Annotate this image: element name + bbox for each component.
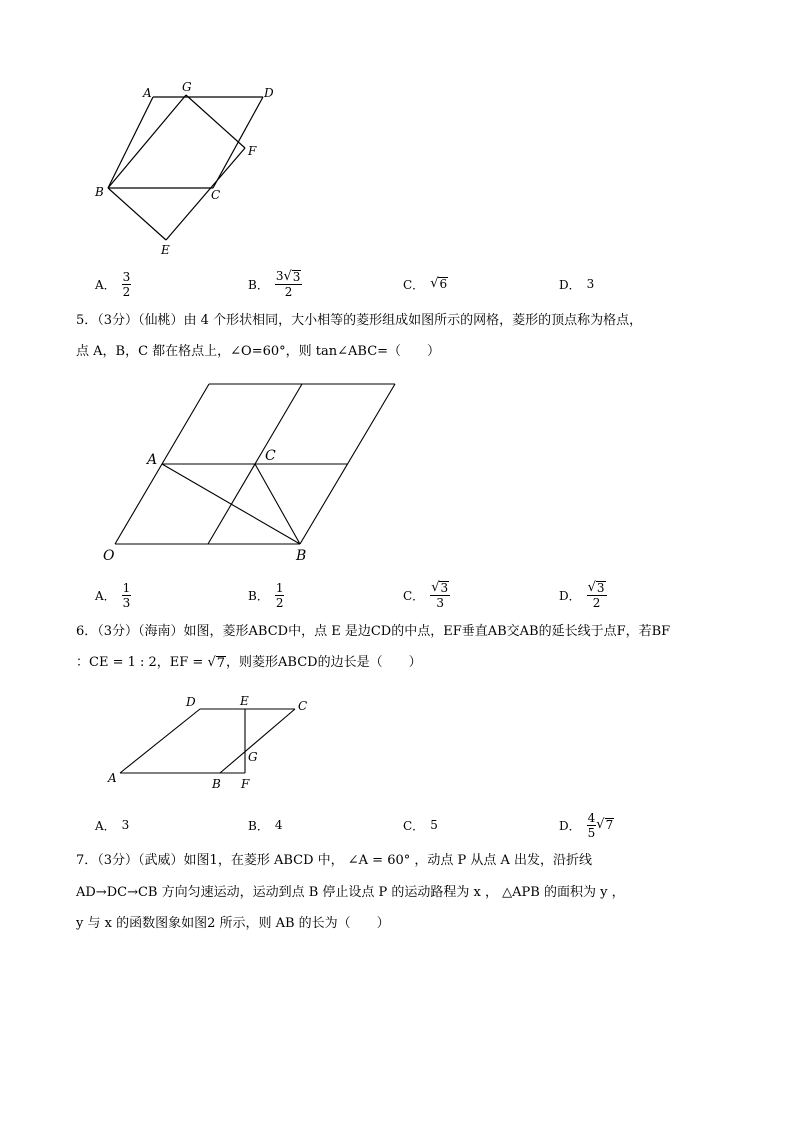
segment-GF [186, 95, 245, 148]
option-label: B． [248, 588, 269, 603]
label-A: A [143, 86, 152, 100]
option-label: C． [403, 277, 425, 292]
q4-option-b[interactable] [248, 267, 302, 301]
q4-option-d[interactable] [559, 267, 594, 301]
numerator: 4 [587, 810, 596, 825]
option-value: 3 [586, 277, 595, 291]
q6-line-2-prefix: ：CE = 1 : 2，EF = [76, 655, 208, 670]
denominator: 3 [436, 596, 444, 610]
label-O: O [103, 548, 115, 564]
radical [588, 581, 606, 595]
numerator [275, 269, 303, 285]
label-E: E [240, 694, 249, 708]
option-value: 5 [430, 818, 438, 832]
q7-line-1: 7．（3分）（武威）如图1，在菱形 ABCD 中， ∠A = 60° ，动点 P 从点 A 出发，沿折线 [76, 853, 593, 868]
q5-line-2: 点 A，B，C 都在格点上，∠O=60°，则 tan∠ABC=（ ） [76, 344, 441, 359]
q6-line-2-suffix: ，则菱形ABCD的边长是（ ） [226, 655, 422, 670]
fraction [122, 581, 132, 610]
fraction [275, 581, 285, 610]
denominator: 2 [275, 595, 284, 610]
q6-figure [100, 690, 320, 795]
option-value: 3 [121, 818, 130, 832]
radical [283, 270, 301, 284]
numerator: 1 [275, 580, 284, 595]
q5-option-a[interactable] [95, 578, 131, 612]
numerator [587, 580, 607, 596]
radical-sign-icon: √ [207, 655, 216, 670]
segment-FE [166, 148, 245, 240]
label-C: C [265, 448, 276, 464]
radical [430, 277, 448, 291]
q4-option-c[interactable] [403, 267, 448, 301]
radicand: 3 [440, 581, 449, 595]
segment-BE [108, 188, 166, 240]
numerator: 3 [122, 269, 131, 284]
radicand: 7 [216, 656, 226, 671]
label-A: A [108, 771, 117, 785]
option-label: C． [403, 588, 425, 603]
q6-line-2 [76, 654, 422, 672]
denominator: 2 [122, 284, 131, 299]
radical [596, 818, 614, 832]
radicand: 6 [439, 277, 448, 291]
label-G: G [248, 750, 258, 764]
numerator [430, 580, 450, 596]
fraction [275, 269, 303, 299]
q7-line-2: AD→DC→CB 方向匀速运动，运动到点 B 停止设点 P 的运动路程为 x ， △APB 的面积为 y ， [76, 885, 625, 900]
label-E: E [161, 243, 170, 257]
label-F: F [248, 144, 257, 158]
q5-figure [95, 378, 415, 568]
q6-option-b[interactable] [248, 808, 282, 842]
radical-sign-icon: √ [283, 269, 292, 284]
label-B: B [296, 548, 307, 564]
denominator: 2 [284, 285, 293, 299]
q6-option-c[interactable] [403, 808, 438, 842]
fraction [587, 580, 607, 610]
radical [431, 581, 449, 595]
numerator: 1 [122, 580, 131, 595]
option-label: A． [95, 818, 116, 833]
denominator: 3 [122, 595, 131, 610]
option-label: D． [559, 818, 581, 833]
label-B: B [95, 185, 104, 199]
option-label: D． [559, 588, 581, 603]
q6-option-a[interactable] [95, 808, 129, 842]
radical [207, 656, 226, 670]
label-C: C [298, 699, 308, 713]
label-G: G [182, 80, 192, 94]
option-label: A． [95, 588, 116, 603]
denominator: 5 [587, 825, 596, 840]
option-label: B． [248, 818, 269, 833]
fraction [122, 270, 132, 299]
q5-line-1: 5．（3分）（仙桃）由 4 个形状相同，大小相等的菱形组成如图所示的网格，菱形的顶点称为格点， [76, 313, 643, 328]
fraction [430, 580, 450, 610]
label-D: D [186, 695, 196, 709]
label-F: F [241, 777, 250, 791]
label-C: C [211, 188, 221, 202]
label-B: B [212, 777, 221, 791]
radical-sign-icon: √ [596, 817, 605, 832]
segment-AD [120, 709, 200, 773]
fraction [587, 811, 597, 840]
q5-option-d[interactable] [559, 578, 607, 612]
coefficient: 3 [275, 269, 284, 283]
denominator: 2 [592, 596, 601, 610]
option-label: C． [403, 818, 425, 833]
q6-line-1: 6．（3分）（海南）如图，菱形ABCD中，点 E 是边CD的中点，EF垂直AB交AB的延长线于点F，若BF [76, 624, 671, 639]
radical-sign-icon: √ [587, 580, 596, 595]
q5-option-c[interactable] [403, 578, 450, 612]
radical-sign-icon: √ [431, 580, 440, 595]
label-A: A [147, 452, 158, 468]
segment-CB [255, 464, 300, 544]
option-label: A． [95, 277, 116, 292]
segment-AB [162, 464, 300, 544]
q5-option-b[interactable] [248, 578, 284, 612]
radicand: 3 [596, 581, 605, 595]
q4-option-a[interactable] [95, 267, 131, 301]
radicand: 7 [605, 818, 614, 832]
q6-option-d[interactable] [559, 808, 614, 842]
radical-sign-icon: √ [430, 276, 439, 291]
q4-figure [90, 78, 290, 263]
label-D: D [264, 86, 274, 100]
option-label: D． [559, 277, 581, 292]
option-value: 4 [274, 818, 283, 832]
q7-line-3: y 与 x 的函数图象如图2 所示，则 AB 的长为（ ） [76, 916, 390, 931]
radicand: 3 [292, 270, 301, 284]
option-label: B． [248, 277, 269, 292]
